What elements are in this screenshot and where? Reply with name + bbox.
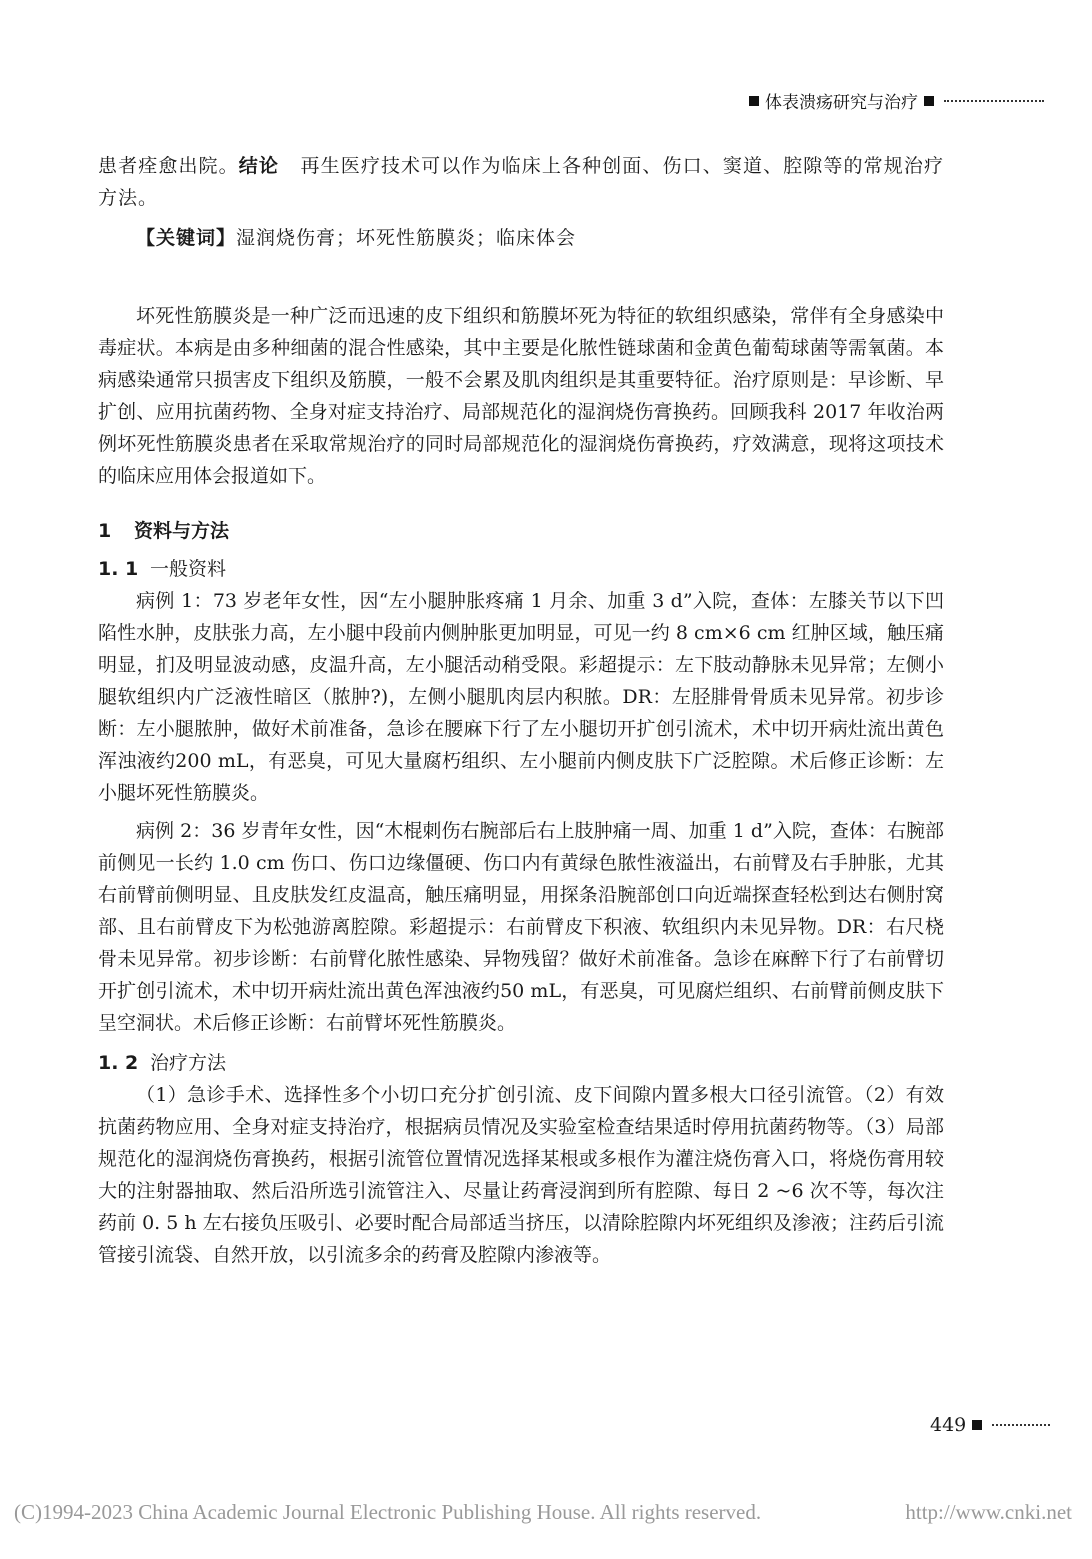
subsection-title: 治疗方法 [150, 1052, 227, 1074]
running-header [743, 88, 1044, 113]
running-header-title: 体表溃疡研究与治疗 [765, 93, 918, 113]
section-heading [98, 516, 944, 543]
copyright-footer [14, 1500, 1072, 1525]
subsection-number: 1. 2 [98, 1052, 139, 1074]
subsection-heading [98, 553, 944, 585]
keywords [98, 222, 944, 254]
case-2-paragraph: 病例 2：36 岁青年女性，因“木棍刺伤右腕部后右上肢肿痛一周、加重 1 d”入院，查体：右腕部前侧见一长约 1.0 cm 伤口、伤口边缘僵硬、伤口内有黄绿色脓性液溢出，右前臂及右手肿胀，尤其右前臂前侧明显、且皮肤发红皮温高，触压痛明显，用探条沿腕部创口向近端探查轻松到达右侧肘窝部、且右前臂皮下为松弛游离腔隙。彩超提示：右前臂皮下积液、软组织内未见异物。DR：右尺桡骨未见异常。初步诊断：右前臂化脓性感染、异物残留？做好术前准备。急诊在麻醉下行了右前臂切开扩创引流术，术中切开病灶流出黄色浑浊液约50 mL，有恶臭，可见腐烂组织、右前臂前侧皮肤下呈空洞状。术后修正诊断：右前臂坏死性筋膜炎。 [98, 820, 944, 1034]
treatment-paragraph: （1）急诊手术、选择性多个小切口充分扩创引流、皮下间隙内置多根大口径引流管。（2）有效抗菌药物应用、全身对症支持治疗，根据病员情况及实验室检查结果适时停用抗菌药物等。（3）局部规范化的湿润烧伤膏换药，根据引流管位置情况选择某根或多根作为灌注烧伤膏入口，将烧伤膏用较大的注射器抽取、然后沿所选引流管注入、尽量让药膏浸润到所有腔隙、每日 2 ~6 次不等，每次注药前 0. 5 h 左右接负压吸引、必要时配合局部适当挤压，以清除腔隙内坏死组织及渗液；注药后引流管接引流袋、自然开放，以引流多余的药膏及腔隙内渗液等。 [98, 1084, 944, 1266]
square-bullet-icon [749, 96, 759, 106]
page-number-block [930, 1414, 1050, 1436]
article-body [98, 150, 944, 1271]
subsection-heading [98, 1047, 944, 1079]
subsection-number: 1. 1 [98, 558, 139, 580]
dotted-rule [944, 100, 1044, 102]
conclusion-label: 结论 [238, 155, 280, 177]
dotted-rule [992, 1424, 1050, 1426]
footer-url: http://www.cnki.net [905, 1500, 1072, 1524]
section-number: 1 [98, 520, 112, 542]
square-bullet-icon [972, 1420, 982, 1430]
page-number: 449 [930, 1414, 967, 1436]
square-bullet-icon [924, 96, 934, 106]
subsection-title: 一般资料 [150, 558, 227, 580]
case-1-paragraph: 病例 1：73 岁老年女性，因“左小腿肿胀疼痛 1 月余、加重 3 d”入院，查体：左膝关节以下凹陷性水肿，皮肤张力高，左小腿中段前内侧肿胀更加明显，可见一约 8 cm×6 cm 红肿区域，触压痛明显，扪及明显波动感，皮温升高，左小腿活动稍受限。彩超提示：左下肢动静脉未见异常；左侧小腿软组织内广泛液性暗区（脓肿?)，左侧小腿肌肉层内积脓。DR：左胫腓骨骨质未见异常。初步诊断：左小腿脓肿，做好术前准备，急诊在腰麻下行了左小腿切开扩创引流术，术中切开病灶流出黄色浑浊液约200 mL，有恶臭，可见大量腐朽组织、左小腿前内侧皮肤下广泛腔隙。术后修正诊断：左小腿坏死性筋膜炎。 [98, 590, 944, 804]
intro-paragraph: 坏死性筋膜炎是一种广泛而迅速的皮下组织和筋膜坏死为特征的软组织感染，常伴有全身感染中毒症状。本病是由多种细菌的混合性感染，其中主要是化脓性链球菌和金黄色葡萄球菌等需氧菌。本病感染通常只损害皮下组织及筋膜，一般不会累及肌肉组织是其重要特征。治疗原则是：早诊断、早扩创、应用抗菌药物、全身对症支持治疗、局部规范化的湿润烧伤膏换药。回顾我科 2017 年收治两例坏死性筋膜炎患者在采取常规治疗的同时局部规范化的湿润烧伤膏换药，疗效满意，现将这项技术的临床应用体会报道如下。 [98, 305, 944, 487]
keywords-label: 【关键词】 [136, 227, 237, 249]
copyright-text: (C)1994-2023 China Academic Journal Electronic Publishing House. All rights reserved. [14, 1500, 762, 1524]
abstract-conclusion: 患者痊愈出院。结论 再生医疗技术可以作为临床上各种创面、伤口、窦道、腔隙等的常规治疗方法。 [98, 155, 944, 209]
section-title: 资料与方法 [134, 520, 230, 542]
keywords-text: 湿润烧伤膏；坏死性筋膜炎；临床体会 [236, 227, 577, 249]
